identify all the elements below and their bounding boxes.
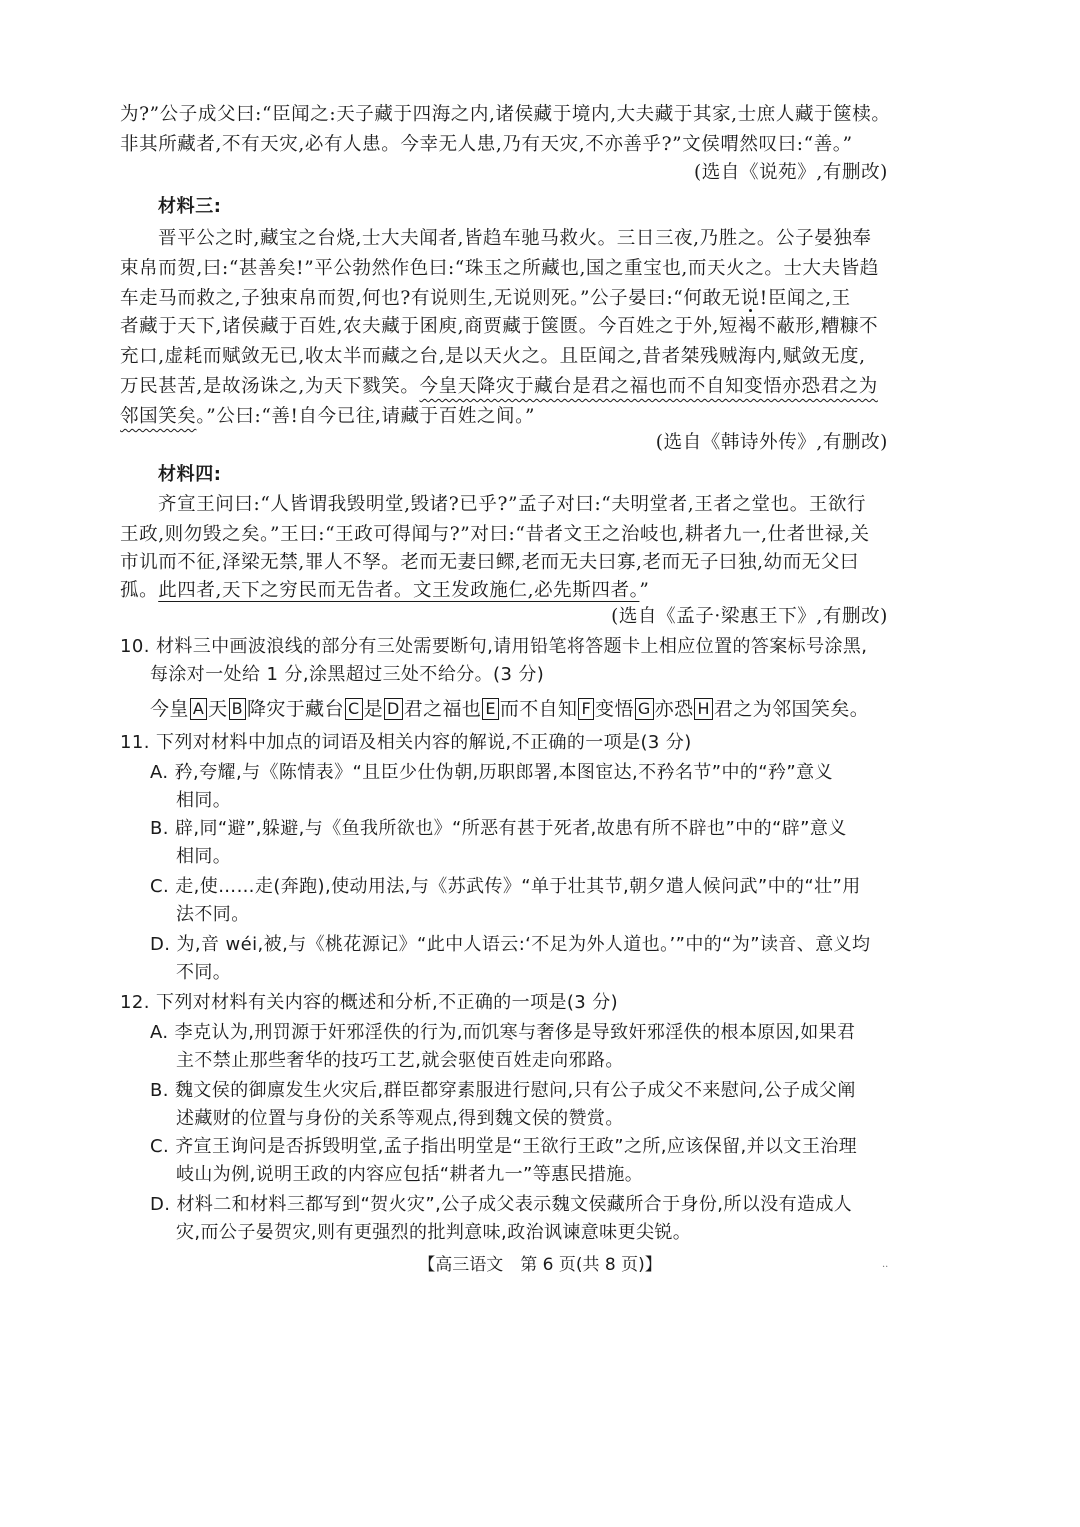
q10-box-e[interactable]: E [482,698,499,720]
q10-seg-3: 是 [363,698,383,720]
q12-option-a-line-1: A. 李克认为,刑罚源于奸邪淫佚的行为,而饥寒与奢侈是导致奸邪淫佚的根本原因,如果君 [150,1022,856,1043]
material3-line-3-start: 车走马而救之,子独束帛而贺,何也?有说则生,无说则死。”公子晏曰:“何敢无 [120,288,741,309]
q11-option-b-line-2: 相同。 [176,846,232,867]
material4-line-4 [120,576,649,606]
wavy-underlined-passage-1: 今皇天降灾于藏台是君之福也而不自知变悟亦恐君之为 [419,376,878,397]
material4-line-4-start: 孤。 [120,580,159,601]
material3-heading: 材料三: [158,196,222,217]
underlined-sentence: 此四者,天下之穷民而无告者。文王发政施仁,必先斯四者。 [158,580,640,601]
material3-line-4: 者藏于天下,诸侯藏于百姓,农夫藏于囷庾,商贾藏于箧匮。今百姓之于外,短褐不蔽形,糟糠不 [120,316,879,337]
q10-seg-1: 天 [208,698,228,720]
q12-option-d-line-2: 灾,而公子晏贺灾,则有更强烈的批判意味,政治讽谏意味更尖锐。 [176,1222,692,1243]
q10-seg-8: 君之为邻国笑矣。 [713,698,870,720]
q10-box-g[interactable]: G [635,698,654,720]
q11-option-d-line-1: D. 为,音 wéi,被,与《桃花源记》“此中人语云:‘不足为外人道也。’”中的“为”读音、意义均 [150,934,871,955]
material3-line-6-start: 万民甚苦,是故汤诛之,为天下戮笑。 [120,376,420,397]
q10-box-f[interactable]: F [578,698,594,720]
material4-heading: 材料四: [158,464,222,485]
q11-option-d-line-2: 不同。 [176,962,232,983]
q10-stem-line-1: 10. 材料三中画波浪线的部分有三处需要断句,请用铅笔将答题卡上相应位置的答案标号涂黑, [120,636,868,657]
q11-option-b-line-1: B. 辟,同“避”,躲避,与《鱼我所欲也》“所恶有甚于死者,故患有所不辟也”中的“辟”意义 [150,818,847,839]
q10-stem-line-2: 每涂对一处给 1 分,涂黑超过三处不给分。(3 分) [150,664,545,685]
q10-box-d[interactable]: D [384,698,403,720]
scan-mark: ·· [882,1262,889,1273]
material2-line-1: 为?”公子成父曰:“臣闻之:天子藏于四海之内,诸侯藏于境内,大夫藏于其家,士庶人藏于箧椟。 [120,104,891,125]
q10-seg-0: 今皇 [150,698,189,720]
q10-box-c[interactable]: C [345,698,363,720]
material4-line-4-end: ” [639,580,650,601]
page-footer: 【高三语文 第 6 页(共 8 页)】 [418,1255,662,1275]
q11-option-a-line-1: A. 矜,夸耀,与《陈情表》“且臣少仕伪朝,历职郎署,本图宦达,不矜名节”中的“矜”意义 [150,762,833,783]
q10-seg-7: 亦恐 [654,698,694,720]
material4-line-2: 王政,则勿毁之矣。”王曰:“王政可得闻与?”对曰:“昔者文王之治岐也,耕者九一,仕者世禄,关 [120,524,870,545]
material3-line-7-end: 。”公曰:“善!自今已往,请藏于百姓之间。” [196,406,536,427]
q12-option-c-line-1: C. 齐宣王询问是否拆毁明堂,孟子指出明堂是“王欲行王政”之所,应该保留,并以文王治理 [150,1136,858,1157]
material2-line-2: 非其所藏者,不有天灾,必有人患。今幸无人患,乃有天灾,不亦善乎?”文侯喟然叹曰:“善。” [120,134,853,155]
material3-line-3-end: !臣闻之,王 [759,288,851,309]
q10-box-a[interactable]: A [190,698,207,720]
material3-source: (选自《韩诗外传》,有删改) [655,432,888,453]
q10-seg-2: 降灾于藏台 [246,698,344,720]
q12-option-d-line-1: D. 材料二和材料三都写到“贺火灾”,公子成父表示魏文侯藏所合于身份,所以没有造成人 [150,1194,853,1215]
q10-box-b[interactable]: B [229,698,246,720]
q11-option-c-line-1: C. 走,使……走(奔跑),使动用法,与《苏武传》“单于壮其节,朝夕遣人候问武”中的“壮”用 [150,876,861,897]
material3-line-5: 充口,虚耗而赋敛无已,收太半而藏之台,是以天火之。且臣闻之,昔者桀残贼海内,赋敛无度, [120,346,866,367]
q10-sentence [150,694,869,724]
material3-line-1: 晋平公之时,藏宝之台烧,士大夫闻者,皆趋车驰马救火。三日三夜,乃胜之。公子晏独奉 [158,228,872,249]
q12-option-b-line-2: 述藏财的位置与身份的关系等观点,得到魏文侯的赞赏。 [176,1108,624,1129]
material3-line-7 [120,402,535,432]
dotted-word-shuo: 说 [740,288,760,309]
q10-seg-5: 而不自知 [499,698,578,720]
q12-option-b-line-1: B. 魏文侯的御廪发生火灾后,群臣都穿素服进行慰问,只有公子成父不来慰问,公子成父阐 [150,1080,856,1101]
q10-box-h[interactable]: H [694,698,712,720]
q12-option-c-line-2: 岐山为例,说明王政的内容应包括“耕者九一”等惠民措施。 [176,1164,644,1185]
q11-option-c-line-2: 法不同。 [176,904,250,925]
q11-option-a-line-2: 相同。 [176,790,232,811]
material4-line-3: 市讥而不征,泽梁无禁,罪人不孥。老而无妻曰鳏,老而无夫曰寡,老而无子曰独,幼而无父曰 [120,552,860,573]
material3-line-3 [120,284,851,314]
material3-line-6 [120,372,878,402]
material4-source: (选自《孟子·梁惠王下》,有删改) [611,606,888,627]
q10-seg-4: 君之福也 [403,698,482,720]
q12-stem: 12. 下列对材料有关内容的概述和分析,不正确的一项是(3 分) [120,992,619,1013]
material3-line-2: 束帛而贺,曰:“甚善矣!”平公勃然作色曰:“珠玉之所藏也,国之重宝也,而天火之。士大夫皆趋 [120,258,879,279]
wavy-underlined-passage-2: 邻国笑矣 [120,406,197,427]
material4-line-1: 齐宣王问曰:“人皆谓我毁明堂,毁诸?已乎?”孟子对曰:“夫明堂者,王者之堂也。王欲行 [158,494,867,515]
material2-source: (选自《说苑》,有删改) [693,162,888,183]
q12-option-a-line-2: 主不禁止那些奢华的技巧工艺,就会驱使百姓走向邪路。 [176,1050,624,1071]
q11-stem: 11. 下列对材料中加点的词语及相关内容的解说,不正确的一项是(3 分) [120,732,692,753]
q10-seg-6: 变悟 [595,698,634,720]
